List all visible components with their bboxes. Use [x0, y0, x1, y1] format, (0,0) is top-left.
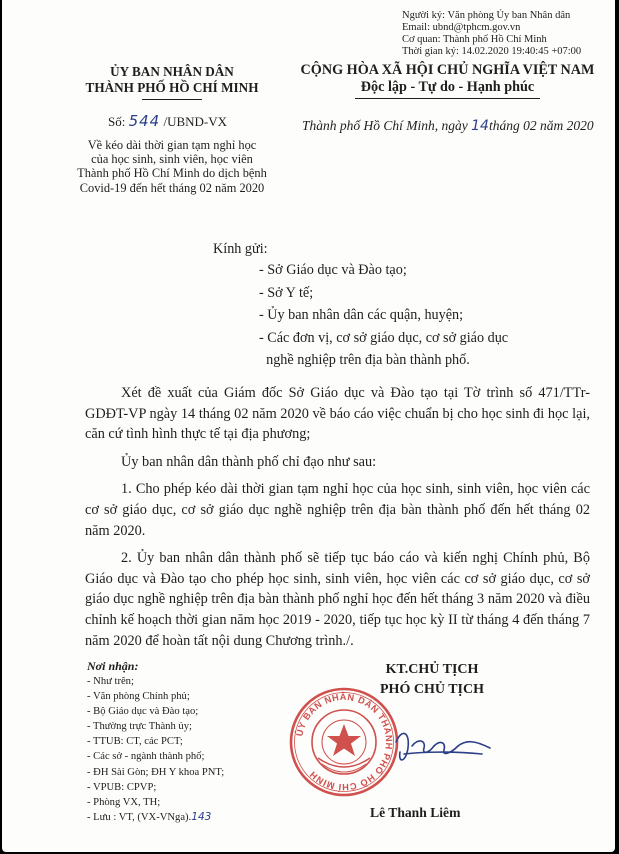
- date-before: Thành phố Hồ Chí Minh, ngày: [302, 118, 472, 133]
- subject-line: Covid-19 đến hết tháng 02 năm 2020: [79, 180, 265, 195]
- recipient-item: - Các đơn vị, cơ sở giáo dục, cơ sở giáo dục: [259, 329, 509, 346]
- docnum-prefix: Số:: [108, 114, 129, 129]
- seal-text: ỦY BAN NHÂN DÂN THÀNH PHỐ HỒ CHÍ MINH: [294, 691, 395, 793]
- recipient-item: - Ủy ban nhân dân các quận, huyện;: [259, 307, 464, 323]
- body-paragraph: Xét đề xuất của Giám đốc Sở Giáo dục và Đào tạo tại Tờ trình số 471/TTr-GDĐT-VP ngày 14 tháng 02 năm 2020 về báo cáo việc chuẩn bị cho học sinh đi học lại, căn cứ tình hình thực tế tại địa phương;: [85, 385, 590, 443]
- issuer-line2: THÀNH PHỐ HỒ CHÍ MINH: [85, 80, 259, 95]
- date-day-handwritten: 14: [471, 118, 489, 134]
- distribution-item: - VPUB: CPVP;: [87, 781, 157, 793]
- body-paragraph: 1. Cho phép kéo dài thời gian tạm nghỉ học của học sinh, sinh viên, học viên các cơ sở giáo dục, cơ sở giáo dục nghề nghiệp trên địa bàn thành phố đến hết tháng 02 năm 2020.: [85, 481, 590, 539]
- issuer-underline: [142, 99, 202, 100]
- date-line: [302, 118, 594, 134]
- signature-title: PHÓ CHỦ TỊCH: [380, 682, 484, 697]
- distribution-item: - Như trên;: [87, 676, 134, 687]
- body-paragraph: Ủy ban nhân dân thành phố chỉ đạo như sau:: [121, 453, 377, 470]
- docnum-handwritten: 544: [128, 112, 161, 130]
- distribution-item: - Các sở - ngành thành phố;: [87, 751, 205, 763]
- distribution-item: - TTUB: CT, các PCT;: [87, 736, 183, 748]
- distribution-last-text: - Lưu : VT, (VX-VNga).: [87, 811, 192, 823]
- motto-underline: [355, 98, 540, 99]
- recipient-item: nghề nghiệp trên địa bàn thành phố.: [259, 352, 470, 368]
- distribution-item: - ĐH Sài Gòn; ĐH Y khoa PNT;: [87, 766, 225, 778]
- subject-line: Về kéo dài thời gian tạm nghỉ học: [87, 138, 257, 152]
- signer-name: Lê Thanh Liêm: [370, 805, 461, 820]
- document-page: [2, 0, 615, 852]
- digital-signer: Người ký: Văn phòng Ủy ban Nhân dân: [402, 10, 571, 21]
- distribution-item: - Bộ Giáo dục và Đào tạo;: [87, 706, 199, 718]
- document-body: [85, 383, 590, 651]
- date-after: tháng 02 năm 2020: [488, 118, 594, 133]
- digital-email: Email: ubnd@tphcm.gov.vn: [402, 22, 521, 33]
- recipient-item: - Sở Y tế;: [259, 284, 314, 301]
- distribution-item: - Thường trực Thành ủy;: [87, 721, 192, 733]
- national-title: CỘNG HÒA XÃ HỘI CHỦ NGHĨA VIỆT NAM: [300, 62, 595, 78]
- distribution-item: - Phòng VX, TH;: [87, 796, 161, 808]
- recipients-list: [259, 259, 508, 372]
- document-number: [108, 112, 227, 130]
- subject-line: Thành phố Hồ Chí Minh do dịch bệnh: [77, 166, 267, 181]
- subject-line: của học sinh, sinh viên, học viên: [91, 152, 253, 167]
- distribution-label: Nơi nhận:: [87, 659, 139, 673]
- handwritten-signature-icon: [382, 718, 502, 778]
- digital-time: Thời gian ký: 14.02.2020 19:40:45 +07:00: [402, 46, 582, 57]
- distribution-item: - Văn phòng Chính phủ;: [87, 691, 190, 703]
- recipient-item: - Sở Giáo dục và Đào tạo;: [259, 262, 407, 278]
- distribution-list: [87, 659, 224, 825]
- recipients-label: Kính gửi:: [213, 241, 268, 257]
- digital-signature-block: [402, 10, 581, 58]
- docnum-suffix: /UBND-VX: [160, 114, 228, 129]
- document-subject: [72, 138, 272, 195]
- signature-kt: KT.CHỦ TỊCH: [385, 662, 479, 677]
- distribution-last-handwritten: 143: [191, 810, 212, 823]
- national-motto: Độc lập - Tự do - Hạnh phúc: [360, 79, 535, 95]
- body-paragraph: 2. Ủy ban nhân dân thành phố sẽ tiếp tục báo cáo và kiến nghị Chính phủ, Bộ Giáo dục và Đào tạo cho phép học sinh, sinh viên, học viên các cơ sở giáo dục, cơ sở giáo dục nghề nghiệp trên địa bàn thành phố nghỉ học đến hết tháng 3 năm 2020 và điều chỉnh kế hoạch thời gian năm học 2019 - 2020, tiếp tục học kỳ II từ tháng 4 đến tháng 7 năm 2020 để hoàn tất nội dung Chương trình./.: [85, 550, 590, 649]
- digital-agency: Cơ quan: Thành phố Hồ Chí Minh: [402, 34, 547, 45]
- distribution-item-last: [87, 810, 224, 825]
- issuer-line1: ỦY BAN NHÂN DÂN: [110, 64, 234, 79]
- national-header: [290, 62, 605, 96]
- issuer-header: [72, 64, 272, 96]
